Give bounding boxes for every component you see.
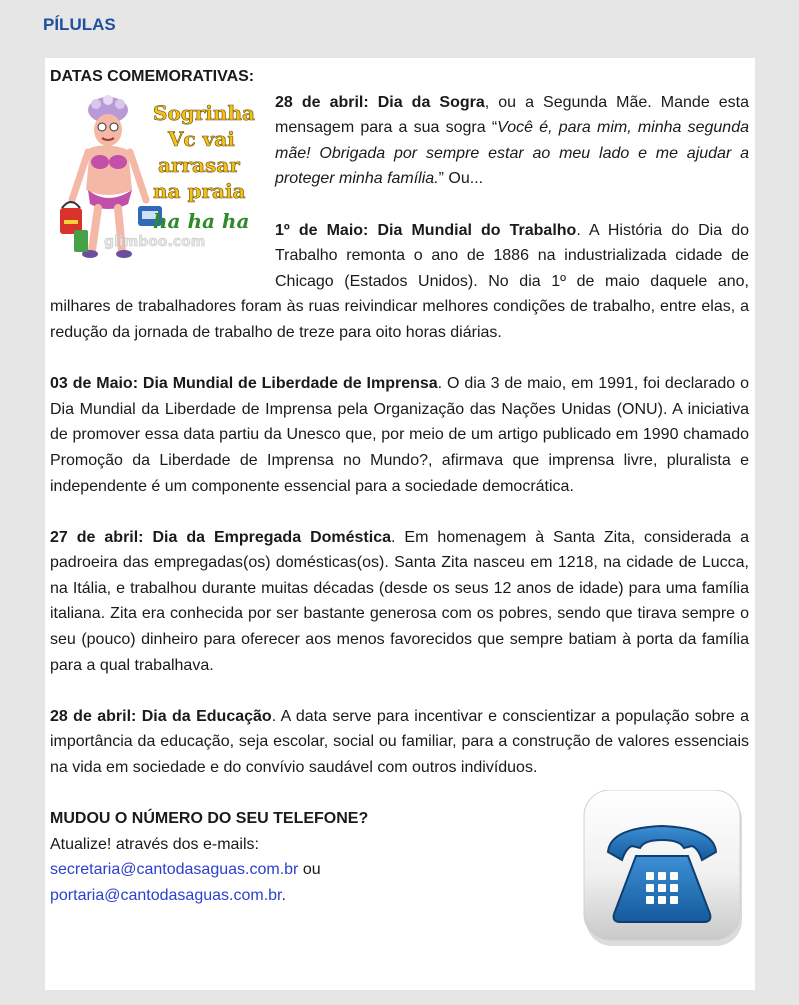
item-text: . A História do Dia do Trabalho remonta o ano de 1886 na industrializada cidade de Chicago (Estados Unidos). No dia 1º de maio daquele ano, milhares de trabalhadores foram às ruas reivindicar melhores condições de trabalho, entre elas, a redução da jornada de trabalho de treze para oito horas diárias. [50, 221, 749, 341]
item-text: , ou a Segunda Mãe. Mande esta mensagem para a sua sogra “ [275, 93, 750, 137]
item-empregada [50, 525, 749, 679]
email-portaria-link[interactable]: portaria@cantodasaguas.com.br [50, 887, 282, 904]
or-text: ou [298, 861, 321, 879]
datas-heading: DATAS COMEMORATIVAS: [50, 68, 255, 85]
telephone-icon [580, 790, 748, 950]
item-educacao [50, 704, 749, 781]
item-title: 27 de abril: Dia da Empregada Doméstica [50, 528, 391, 546]
item-imprensa [50, 371, 749, 499]
item-quote: Você é, para mim, minha segunda mãe! Obrigada por sempre estar ao meu lado e me ajudar a proteger minha família. [275, 119, 749, 188]
section-title: PÍLULAS [43, 15, 116, 34]
image-line-2: Vc vai [168, 126, 235, 151]
phone-update-block [50, 806, 749, 908]
item-title: 28 de abril: Dia da Educação [50, 707, 272, 725]
image-watermark: glimboo.com [104, 233, 206, 250]
item-text: . Em homenagem à Santa Zita, considerada a padroeira das empregadas(os) domésticas(os). Santa Zita nasceu em 1218, na cidade de Lucca, na Itália, e trabalhou durante muitas décadas (desde os seus 12 anos de idade) para uma família italiana. Zita era conhecida por ser bastante generosa com os pobres, sendo que tirava sempre o seu (pouco) dinheiro para oferecer aos menos favorecidos que sempre batiam à porta da família para a qual trabalhava. [50, 528, 749, 674]
cartoon-mother-in-law-beach-icon [50, 90, 260, 268]
article-content [50, 64, 749, 909]
item-title: 1º de Maio: Dia Mundial do Trabalho [275, 221, 577, 239]
item-title: 28 de abril: Dia da Sogra [275, 93, 485, 111]
phone-heading: MUDOU O NÚMERO DO SEU TELEFONE? [50, 810, 369, 828]
image-line-1: Sogrinha [153, 100, 255, 125]
image-line-4: na praia [153, 178, 246, 203]
item-title: 03 de Maio: Dia Mundial de Liberdade de Imprensa [50, 375, 438, 393]
item-text: . A data serve para incentivar e conscientizar a população sobre a importância da educação, seja escolar, social ou familiar, para a construção de valores essenciais na vida em sociedade e do convívio saudável com outros indivíduos. [50, 707, 750, 777]
email-secretaria-link[interactable]: secretaria@cantodasaguas.com.br [50, 861, 299, 879]
period-text: . [281, 887, 286, 904]
content-card [45, 58, 755, 990]
image-line-5: ha ha ha [153, 208, 250, 233]
phone-intro: Atualize! através dos e-mails: [50, 835, 259, 853]
item-text: ” Ou... [438, 170, 484, 188]
image-line-3: arrasar [158, 152, 240, 177]
item-text: . O dia 3 de maio, em 1991, foi declarado o Dia Mundial da Liberdade de Imprensa pela Organização das Nações Unidas (ONU). A iniciativa de promover essa data partiu da Unesco que, por meio de um artigo publicado em 1990 chamado Promoção da Liberdade de Imprensa no Mundo?, afirmava que imprensa livre, pluralista e independente é um componente essencial para a sociedade democrática. [50, 375, 749, 495]
sogrinha-image [50, 90, 260, 268]
